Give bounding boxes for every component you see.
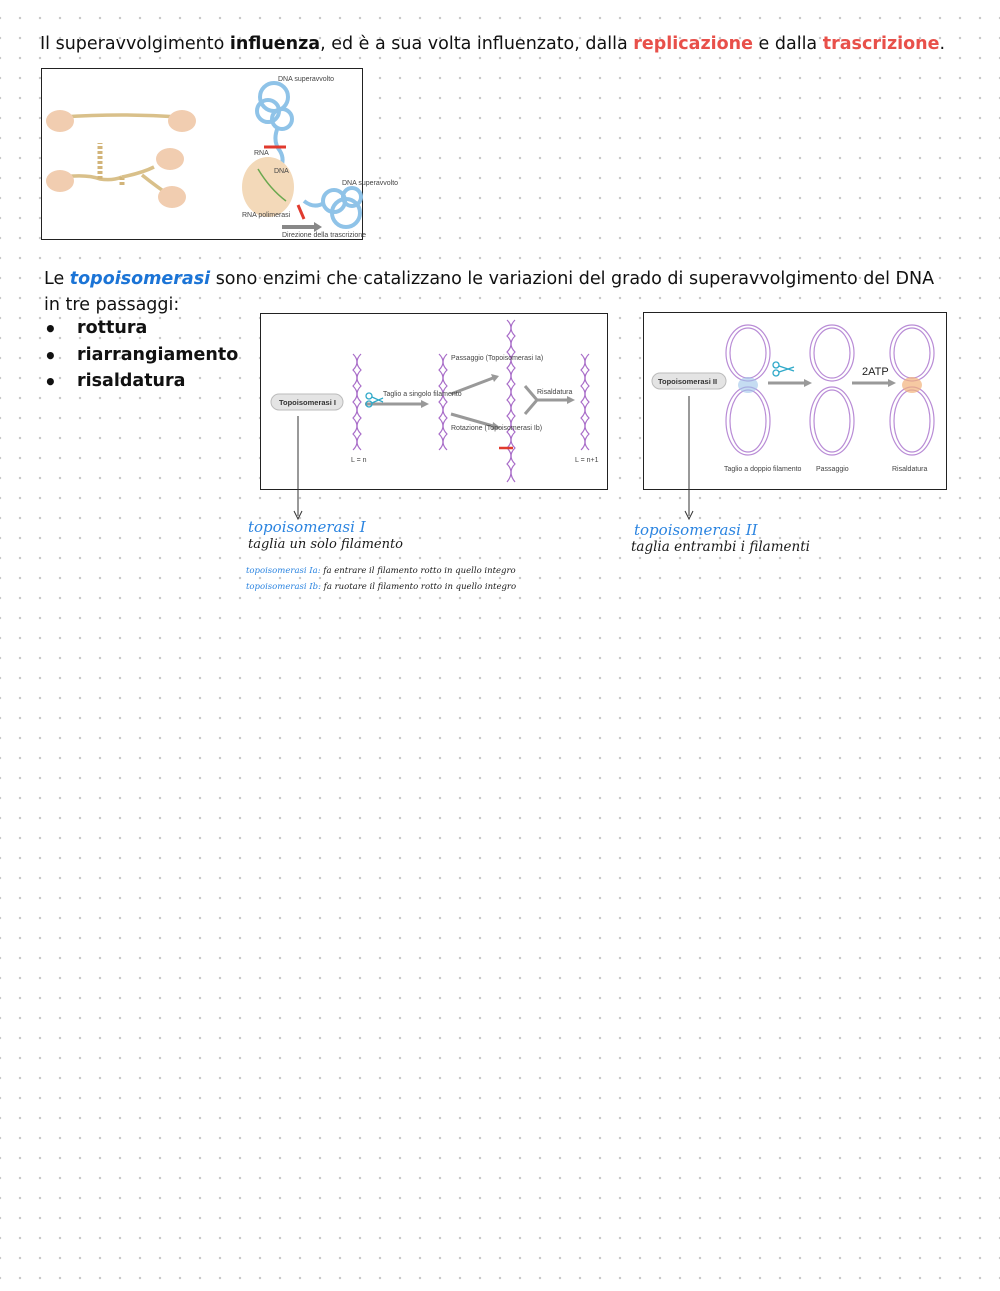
note-topo1-title: topoisomerasi I <box>248 518 366 536</box>
intro-text-4: . <box>939 34 946 54</box>
label-cut-double: Taglio a doppio filamento <box>724 466 802 473</box>
note-topo1-desc: taglia un solo filamento <box>248 537 404 552</box>
label-risaldatura: Risaldatura <box>537 389 573 396</box>
intro-text-3: e dalla <box>752 34 823 54</box>
intro-red-trascrizione: trascrizione <box>822 34 940 54</box>
label-l-n: L = n <box>351 457 367 464</box>
note-topo1a-text: fa entrare il filamento rotto in quello integro <box>323 566 516 576</box>
list-item: • riarrangiamento <box>44 345 238 372</box>
label-risaldatura-2: Risaldatura <box>892 466 928 473</box>
label-rna-polimerasi: RNA polimerasi <box>242 212 291 219</box>
note-topo1a <box>246 566 516 576</box>
para-text-1: Le <box>44 269 70 289</box>
label-dna-right: DNA superavvolto <box>342 180 399 187</box>
note-topo1b-label: topoisomerasi Ib: <box>246 582 321 592</box>
intro-bold-influenza: influenza <box>229 34 321 54</box>
label-passaggio: Passaggio <box>816 466 849 473</box>
note-topo2-desc: taglia entrambi i filamenti <box>631 539 810 555</box>
label-l-n1: L = n+1 <box>575 457 599 464</box>
note-topo1b <box>246 582 516 592</box>
label-dna-mid: DNA <box>274 168 289 175</box>
label-2atp: 2ATP <box>862 366 889 378</box>
label-passaggio-ia: Passaggio (Topoisomerasi Ia) <box>451 355 544 362</box>
pill-topo2: Topoisomerasi II <box>658 377 718 386</box>
intro-red-replicazione: replicazione <box>633 34 753 54</box>
note-topo2-title: topoisomerasi II <box>634 521 758 539</box>
label-cut-single: Taglio a singolo filamento <box>383 391 462 398</box>
label-dna-top: DNA superavvolto <box>278 76 335 83</box>
label-rotazione-ib: Rotazione (Topoisomerasi Ib) <box>451 425 543 432</box>
label-rna: RNA <box>254 150 269 157</box>
intro-text-1: Il superavvolgimento <box>40 34 230 54</box>
intro-text-2: , ed è a sua volta influenzato, dalla <box>320 34 634 54</box>
label-direzione: Direzione della trascrizione <box>282 232 367 239</box>
note-topo1b-text: fa ruotare il filamento rotto in quello integro <box>323 582 517 592</box>
para-text-2: sono enzimi che catalizzano le variazioni del grado di superavvolgimento del DNA in tre passaggi: <box>44 269 935 315</box>
pill-topo1: Topoisomerasi I <box>279 398 336 407</box>
list-item: • risaldatura <box>44 371 238 398</box>
note-topo1a-label: topoisomerasi Ia: <box>246 566 321 576</box>
para-term-topoisomerasi: topoisomerasi <box>69 269 211 289</box>
list-item: • rottura <box>44 318 238 345</box>
